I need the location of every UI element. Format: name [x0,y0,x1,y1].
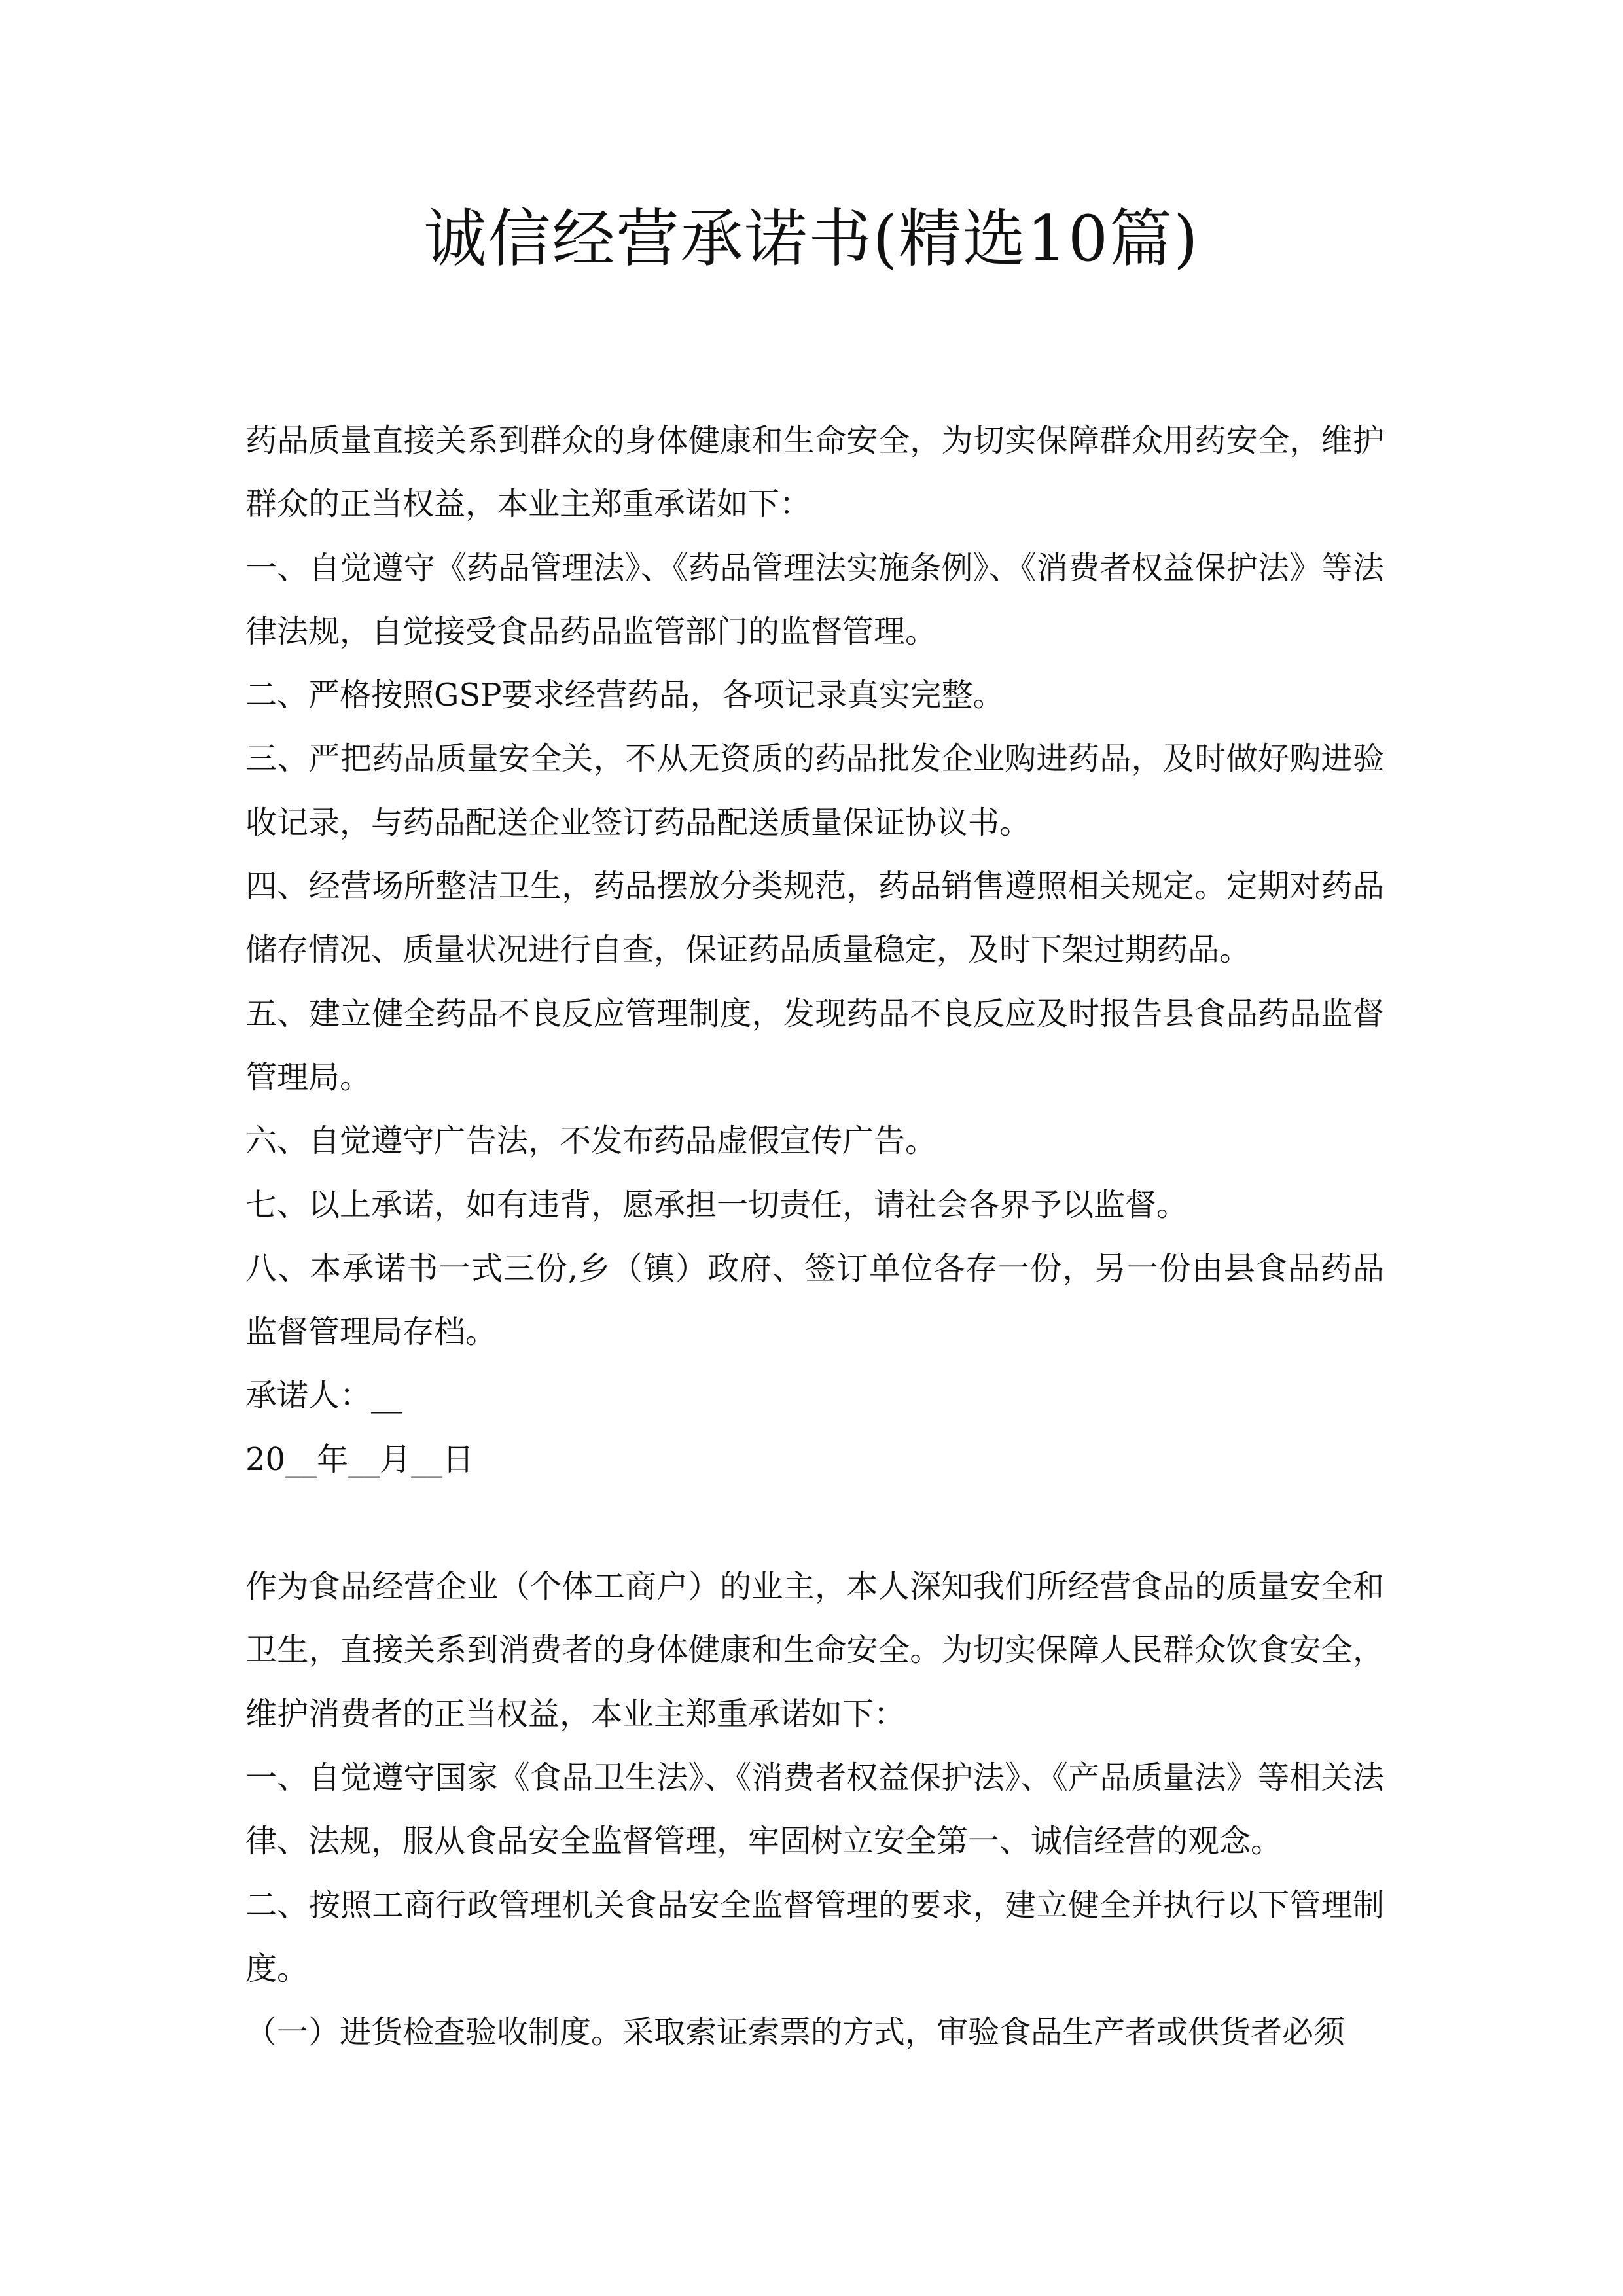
section-1-item-2: 二、严格按照GSP要求经营药品，各项记录真实完整。 [245,677,1005,714]
section-1-item-3: 三、严把药品质量安全关，不从无资质的药品批发企业购进药品，及时做好购进验收记录，与药品配送企业签订药品配送质量保证协议书。 [245,740,1384,841]
signature-line: 承诺人：__ [245,1377,403,1414]
section-1 [245,409,1384,1492]
section-1-item-5: 五、建立健全药品不良反应管理制度，发现药品不良反应及时报告县食品药品监督管理局。 [245,995,1384,1096]
section-2-item-1: 一、自觉遵守国家《食品卫生法》、《消费者权益保护法》、《产品质量法》等相关法律、法规，服从食品安全监督管理，牢固树立安全第一、诚信经营的观念。 [245,1759,1384,1860]
document-body [245,409,1384,2064]
section-2-item-2: 二、按照工商行政管理机关食品安全监督管理的要求，建立健全并执行以下管理制度。 [245,1886,1384,1987]
section-2-intro: 作为食品经营企业（个体工商户）的业主，本人深知我们所经营食品的质量安全和卫生，直接关系到消费者的身体健康和生命安全。为切实保障人民群众饮食安全，维护消费者的正当权益，本业主郑重承诺如下： [245,1568,1384,1732]
section-2-item-3: （一）进货检查验收制度。采取索证索票的方式，审验食品生产者或供货者必须 [245,2014,1346,2051]
section-1-intro: 药品质量直接关系到群众的身体健康和生命安全，为切实保障群众用药安全，维护群众的正当权益，本业主郑重承诺如下： [245,422,1384,523]
section-1-item-7: 七、以上承诺，如有违背，愿承担一切责任，请社会各界予以监督。 [245,1186,1188,1223]
section-1-item-8: 八、本承诺书一式三份,乡（镇）政府、签订单位各存一份，另一份由县食品药品监督管理局存档。 [245,1249,1384,1351]
section-spacer [245,1492,1384,1555]
section-1-item-1: 一、自觉遵守《药品管理法》、《药品管理法实施条例》、《消费者权益保护法》等法律法规，自觉接受食品药品监管部门的监督管理。 [245,549,1384,650]
date-line: 20__年__月__日 [245,1441,474,1478]
section-2 [245,1555,1384,2064]
section-1-item-4: 四、经营场所整洁卫生，药品摆放分类规范，药品销售遵照相关规定。定期对药品储存情况、质量状况进行自查，保证药品质量稳定，及时下架过期药品。 [245,868,1384,969]
document-title: 诚信经营承诺书(精选10篇) [423,202,1200,276]
section-1-item-6: 六、自觉遵守广告法，不发布药品虚假宣传广告。 [245,1122,937,1160]
